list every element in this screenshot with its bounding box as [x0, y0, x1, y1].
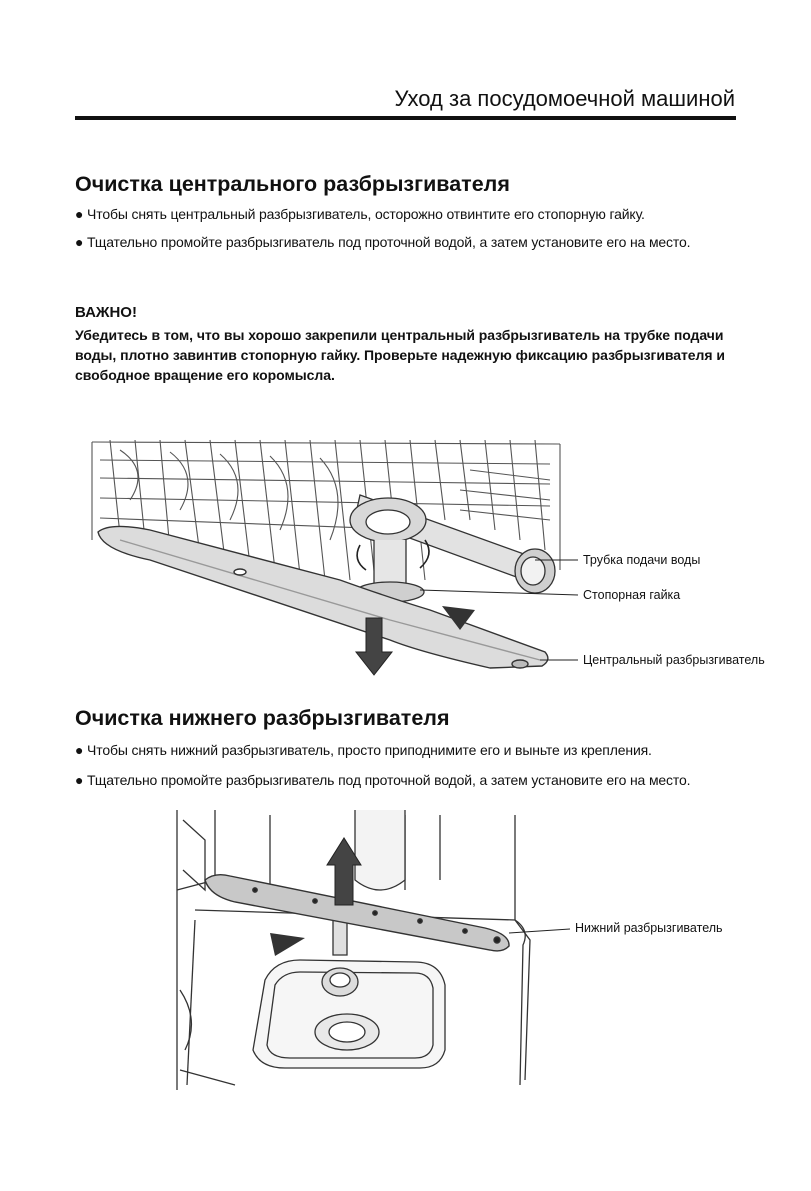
section2-bullet-2: ● Тщательно промойте разбрызгиватель под проточной водой, а затем установите его на место. — [75, 772, 691, 788]
important-text: Убедитесь в том, что вы хорошо закрепили центральный разбрызгиватель на трубке подачи воды, плотно завинтив стопорную гайку. Проверьте надежную фиксацию разбрызгивателя и свободное вращение его коромысла. — [75, 327, 725, 383]
label-retaining-nut: Стопорная гайка — [583, 588, 681, 602]
section2-bullet-1: ● Чтобы снять нижний разбрызгиватель, просто приподнимите его и выньте из крепления. — [75, 742, 652, 758]
section1-bullet-2: ● Тщательно промойте разбрызгиватель под проточной водой, а затем установите его на место. — [75, 234, 691, 250]
label-central-spray-arm: Центральный разбрызгиватель — [583, 653, 765, 667]
header-title: Уход за посудомоечной машиной — [394, 86, 735, 111]
lower-spray-arm-illustration — [175, 810, 545, 1090]
central-spray-arm-illustration — [90, 440, 565, 685]
label-lower-spray-arm: Нижний разбрызгиватель — [575, 921, 723, 935]
header-rule — [75, 116, 736, 120]
section1-bullet-1: ● Чтобы снять центральный разбрызгиватель, осторожно отвинтите его стопорную гайку. — [75, 206, 645, 222]
label-water-pipe: Трубка подачи воды — [583, 553, 701, 567]
section1-title: Очистка центрального разбрызгивателя — [75, 172, 510, 196]
important-title: ВАЖНО! — [75, 304, 137, 321]
section2-title: Очистка нижнего разбрызгивателя — [75, 706, 450, 730]
